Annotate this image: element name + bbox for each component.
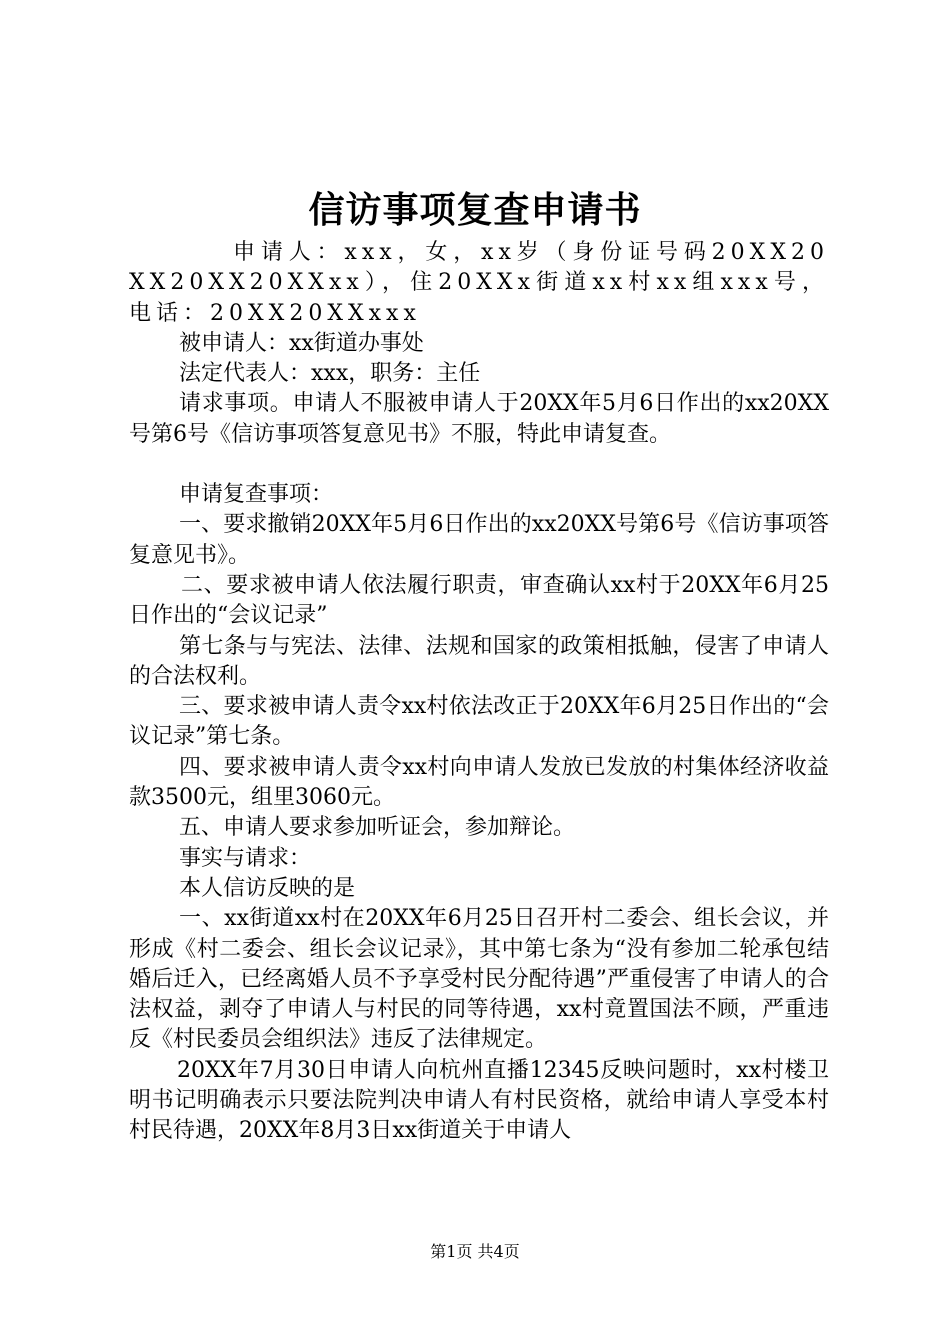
respondent-paragraph: 被申请人：xx街道办事处 xyxy=(179,330,424,356)
page-footer: 第1页 共4页 xyxy=(430,1242,520,1261)
petition-intro: 本人信访反映的是 xyxy=(179,875,356,901)
review-item-4: 四、要求被申请人责令xx村向申请人发放已发放的村集体经济收益款3500元，组里3060元。 xyxy=(129,754,829,811)
fact-paragraph-1: 一、xx街道xx村在20XX年6月25日召开村二委会、组长会议，并形成《村二委会、组长会议记录》，其中第七条为“没有参加二轮承包结婚后迁入，已经离婚人员不予享受村民分配待遇”严重侵害了申请人的合法权益，剥夺了申请人与村民的同等待遇，xx村竟置国法不顾，严重违反《村民委员会组织法》违反了法律规定。 xyxy=(129,906,829,1053)
paragraph-gap xyxy=(129,450,829,480)
applicant-paragraph: 申请人：xxx，女，xx岁（身份证号码20XX20XX20XX20XXxx），住20XXx街道xx村xx组xxx号，电话：20XX20XXxxx xyxy=(129,240,829,326)
review-items-heading: 申请复查事项： xyxy=(179,482,334,508)
document-body xyxy=(129,238,829,1147)
review-item-2-continued: 第七条与与宪法、法律、法规和国家的政策相抵触，侵害了申请人的合法权利。 xyxy=(129,633,829,689)
review-item-5: 五、申请人要求参加听证会，参加辩论。 xyxy=(179,815,576,841)
document-title: 信访事项复查申请书 xyxy=(308,189,642,231)
review-item-3: 三、要求被申请人责令xx村依法改正于20XX年6月25日作出的“会议记录”第七条。 xyxy=(129,694,829,750)
review-item-2: 二、要求被申请人依法履行职责，审查确认xx村于20XX年6月25日作出的“会议记录” xyxy=(129,572,829,629)
request-paragraph: 请求事项。申请人不服被申请人于20XX年5月6日作出的xx20XX号第6号《信访事项答复意见书》不服，特此申请复查。 xyxy=(129,391,829,447)
review-item-1: 一、要求撤销20XX年5月6日作出的xx20XX号第6号《信访事项答复意见书》。 xyxy=(129,512,829,568)
legal-representative-paragraph: 法定代表人：xxx，职务：主任 xyxy=(179,361,481,387)
fact-paragraph-2: 20XX年7月30日申请人向杭州直播12345反映问题时，xx村楼卫明书记明确表示只要法院判决申请人有村民资格，就给申请人享受本村村民待遇，20XX年8月3日xx街道关于申请人 xyxy=(129,1057,829,1144)
facts-heading: 事实与请求： xyxy=(179,845,312,871)
